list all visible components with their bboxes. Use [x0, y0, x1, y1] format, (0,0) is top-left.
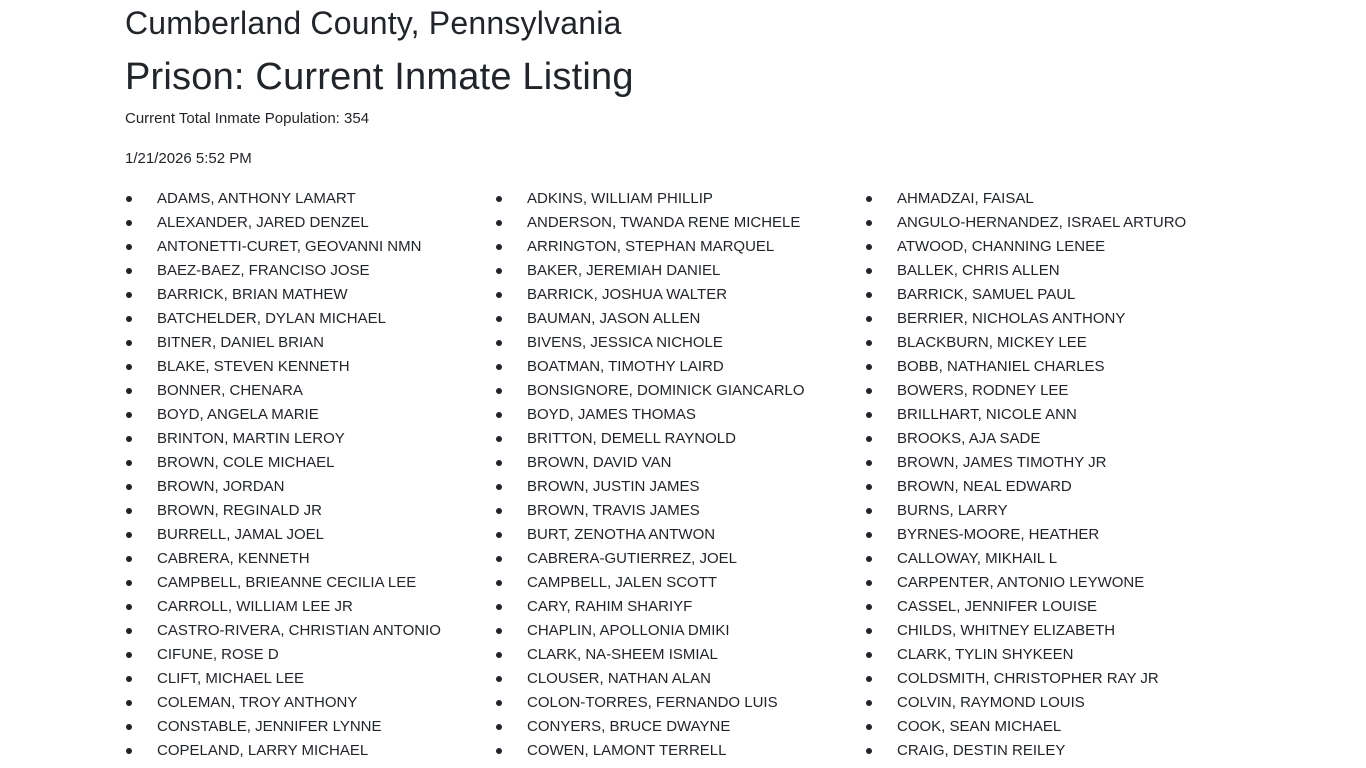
inmate-name: CAMPBELL, BRIEANNE CECILIA LEE	[157, 574, 417, 591]
inmate-name: BRINTON, MARTIN LEROY	[157, 430, 345, 447]
inmate-name: BROWN, JORDAN	[157, 478, 285, 495]
inmate-list-item	[125, 547, 495, 571]
bullet-icon	[126, 652, 132, 658]
inmate-list-item	[865, 187, 1235, 211]
inmate-list-item	[495, 523, 865, 547]
bullet-icon	[126, 436, 132, 442]
inmate-column-2	[495, 187, 865, 763]
inmate-name: BROWN, TRAVIS JAMES	[527, 502, 700, 519]
inmate-list-item	[865, 379, 1235, 403]
inmate-list-item	[865, 499, 1235, 523]
inmate-list	[125, 187, 1245, 763]
inmate-name: BURRELL, JAMAL JOEL	[157, 526, 324, 543]
inmate-name: BARRICK, BRIAN MATHEW	[157, 286, 348, 303]
bullet-icon	[866, 364, 872, 370]
bullet-icon	[866, 748, 872, 754]
inmate-name: ANDERSON, TWANDA RENE MICHELE	[527, 214, 801, 231]
county-heading: Cumberland County, Pennsylvania	[125, 5, 622, 41]
inmate-list-item	[125, 595, 495, 619]
bullet-icon	[126, 604, 132, 610]
inmate-list-item	[865, 595, 1235, 619]
inmate-name: COLON-TORRES, FERNANDO LUIS	[527, 694, 778, 711]
inmate-list-item	[125, 739, 495, 763]
inmate-list-item	[495, 235, 865, 259]
inmate-name: BROWN, JAMES TIMOTHY JR	[897, 454, 1107, 471]
inmate-list-item	[125, 619, 495, 643]
bullet-icon	[866, 532, 872, 538]
inmate-name: ADKINS, WILLIAM PHILLIP	[527, 190, 713, 207]
inmate-list-item	[865, 427, 1235, 451]
inmate-list-item	[865, 547, 1235, 571]
inmate-list-item	[125, 379, 495, 403]
inmate-list-item	[495, 379, 865, 403]
bullet-icon	[496, 484, 502, 490]
bullet-icon	[496, 580, 502, 586]
inmate-name: COPELAND, LARRY MICHAEL	[157, 742, 369, 759]
inmate-list-item	[495, 619, 865, 643]
inmate-list-item	[865, 715, 1235, 739]
inmate-name: BLAKE, STEVEN KENNETH	[157, 358, 350, 375]
bullet-icon	[866, 604, 872, 610]
bullet-icon	[126, 220, 132, 226]
inmate-list-item	[495, 739, 865, 763]
inmate-list-item	[865, 475, 1235, 499]
inmate-list-item	[495, 283, 865, 307]
inmate-list-item	[125, 643, 495, 667]
bullet-icon	[126, 292, 132, 298]
inmate-name: BITNER, DANIEL BRIAN	[157, 334, 324, 351]
inmate-name: BLACKBURN, MICKEY LEE	[897, 334, 1087, 351]
inmate-list-item	[125, 187, 495, 211]
bullet-icon	[496, 292, 502, 298]
inmate-list-item	[865, 691, 1235, 715]
inmate-list-item	[865, 739, 1235, 763]
inmate-name: BOATMAN, TIMOTHY LAIRD	[527, 358, 724, 375]
bullet-icon	[126, 484, 132, 490]
bullet-icon	[126, 724, 132, 730]
bullet-icon	[866, 436, 872, 442]
inmate-list-item	[125, 523, 495, 547]
inmate-name: BROWN, COLE MICHAEL	[157, 454, 335, 471]
bullet-icon	[126, 196, 132, 202]
inmate-list-item	[125, 691, 495, 715]
inmate-name: ATWOOD, CHANNING LENEE	[897, 238, 1106, 255]
bullet-icon	[496, 364, 502, 370]
inmate-list-item	[125, 211, 495, 235]
inmate-name: BROWN, REGINALD JR	[157, 502, 323, 519]
population-count: Current Total Inmate Population: 354	[125, 110, 370, 127]
inmate-name: CAMPBELL, JALEN SCOTT	[527, 574, 718, 591]
inmate-list-item	[125, 499, 495, 523]
bullet-icon	[496, 460, 502, 466]
inmate-list-item	[495, 331, 865, 355]
inmate-column-1	[125, 187, 495, 763]
inmate-name: BURT, ZENOTHA ANTWON	[527, 526, 716, 543]
bullet-icon	[496, 436, 502, 442]
bullet-icon	[126, 364, 132, 370]
inmate-list-item	[865, 307, 1235, 331]
inmate-list-item	[495, 475, 865, 499]
inmate-name: CONYERS, BRUCE DWAYNE	[527, 718, 731, 735]
inmate-list-item	[495, 499, 865, 523]
bullet-icon	[866, 700, 872, 706]
inmate-list-item	[495, 307, 865, 331]
inmate-name: BOBB, NATHANIEL CHARLES	[897, 358, 1105, 375]
bullet-icon	[866, 196, 872, 202]
inmate-list-item	[865, 619, 1235, 643]
bullet-icon	[496, 268, 502, 274]
inmate-name: CRAIG, DESTIN REILEY	[897, 742, 1066, 759]
bullet-icon	[866, 316, 872, 322]
bullet-icon	[126, 244, 132, 250]
bullet-icon	[126, 412, 132, 418]
bullet-icon	[126, 700, 132, 706]
inmate-name: CALLOWAY, MIKHAIL L	[897, 550, 1058, 567]
bullet-icon	[496, 412, 502, 418]
bullet-icon	[496, 652, 502, 658]
bullet-icon	[496, 316, 502, 322]
inmate-name: CABRERA-GUTIERREZ, JOEL	[527, 550, 738, 567]
inmate-name: BONSIGNORE, DOMINICK GIANCARLO	[527, 382, 805, 399]
bullet-icon	[866, 292, 872, 298]
inmate-name: ANTONETTI-CURET, GEOVANNI NMN	[157, 238, 422, 255]
inmate-name: BROWN, NEAL EDWARD	[897, 478, 1072, 495]
inmate-list-item	[125, 331, 495, 355]
bullet-icon	[126, 556, 132, 562]
bullet-icon	[866, 220, 872, 226]
bullet-icon	[126, 508, 132, 514]
inmate-list-item	[495, 355, 865, 379]
inmate-name: BAKER, JEREMIAH DANIEL	[527, 262, 721, 279]
inmate-name: BATCHELDER, DYLAN MICHAEL	[157, 310, 386, 327]
bullet-icon	[126, 340, 132, 346]
inmate-list-item	[125, 715, 495, 739]
inmate-list-item	[865, 355, 1235, 379]
inmate-list-item	[125, 667, 495, 691]
inmate-list-item	[125, 571, 495, 595]
inmate-name: BERRIER, NICHOLAS ANTHONY	[897, 310, 1126, 327]
bullet-icon	[866, 460, 872, 466]
inmate-name: BYRNES-MOORE, HEATHER	[897, 526, 1100, 543]
inmate-name: CONSTABLE, JENNIFER LYNNE	[157, 718, 382, 735]
inmate-name: BOYD, JAMES THOMAS	[527, 406, 696, 423]
inmate-name: CABRERA, KENNETH	[157, 550, 310, 567]
inmate-list-item	[865, 523, 1235, 547]
inmate-list-item	[865, 571, 1235, 595]
bullet-icon	[496, 532, 502, 538]
inmate-list-item	[865, 331, 1235, 355]
bullet-icon	[496, 604, 502, 610]
inmate-list-item	[125, 427, 495, 451]
inmate-name: ANGULO-HERNANDEZ, ISRAEL ARTURO	[897, 214, 1187, 231]
inmate-name: COLVIN, RAYMOND LOUIS	[897, 694, 1085, 711]
bullet-icon	[126, 460, 132, 466]
inmate-name: BURNS, LARRY	[897, 502, 1008, 519]
inmate-list-item	[495, 571, 865, 595]
bullet-icon	[496, 724, 502, 730]
inmate-list-item	[495, 259, 865, 283]
inmate-list-item	[495, 403, 865, 427]
bullet-icon	[126, 316, 132, 322]
inmate-name: COLDSMITH, CHRISTOPHER RAY JR	[897, 670, 1159, 687]
page-title: Prison: Current Inmate Listing	[125, 56, 634, 98]
bullet-icon	[866, 556, 872, 562]
inmate-name: BROWN, JUSTIN JAMES	[527, 478, 700, 495]
bullet-icon	[126, 532, 132, 538]
inmate-name: BAEZ-BAEZ, FRANCISO JOSE	[157, 262, 370, 279]
bullet-icon	[496, 244, 502, 250]
inmate-name: CIFUNE, ROSE D	[157, 646, 279, 663]
inmate-name: BAUMAN, JASON ALLEN	[527, 310, 701, 327]
bullet-icon	[866, 724, 872, 730]
inmate-name: CLARK, TYLIN SHYKEEN	[897, 646, 1074, 663]
inmate-name: CARROLL, WILLIAM LEE JR	[157, 598, 353, 615]
bullet-icon	[866, 628, 872, 634]
bullet-icon	[866, 412, 872, 418]
inmate-list-item	[125, 475, 495, 499]
inmate-name: ALEXANDER, JARED DENZEL	[157, 214, 369, 231]
inmate-name: BOYD, ANGELA MARIE	[157, 406, 319, 423]
inmate-name: ADAMS, ANTHONY LAMART	[157, 190, 356, 207]
inmate-name: BRILLHART, NICOLE ANN	[897, 406, 1077, 423]
inmate-list-item	[495, 715, 865, 739]
inmate-list-item	[125, 355, 495, 379]
inmate-name: BONNER, CHENARA	[157, 382, 303, 399]
bullet-icon	[496, 700, 502, 706]
inmate-name: COWEN, LAMONT TERRELL	[527, 742, 727, 759]
inmate-name: BROWN, DAVID VAN	[527, 454, 672, 471]
bullet-icon	[866, 676, 872, 682]
inmate-name: BIVENS, JESSICA NICHOLE	[527, 334, 723, 351]
inmate-name: CARY, RAHIM SHARIYF	[527, 598, 693, 615]
inmate-list-item	[865, 235, 1235, 259]
bullet-icon	[126, 628, 132, 634]
inmate-list-item	[495, 691, 865, 715]
inmate-name: BARRICK, SAMUEL PAUL	[897, 286, 1076, 303]
inmate-list-item	[125, 235, 495, 259]
inmate-list-item	[865, 451, 1235, 475]
bullet-icon	[866, 244, 872, 250]
inmate-name: ARRINGTON, STEPHAN MARQUEL	[527, 238, 775, 255]
bullet-icon	[126, 580, 132, 586]
inmate-name: CASTRO-RIVERA, CHRISTIAN ANTONIO	[157, 622, 441, 639]
bullet-icon	[496, 220, 502, 226]
bullet-icon	[126, 268, 132, 274]
inmate-list-item	[495, 547, 865, 571]
bullet-icon	[126, 748, 132, 754]
inmate-list-item	[865, 211, 1235, 235]
inmate-list-item	[125, 307, 495, 331]
inmate-name: BROOKS, AJA SADE	[897, 430, 1041, 447]
bullet-icon	[496, 628, 502, 634]
inmate-name: BARRICK, JOSHUA WALTER	[527, 286, 728, 303]
inmate-name: AHMADZAI, FAISAL	[897, 190, 1034, 207]
inmate-name: CLIFT, MICHAEL LEE	[157, 670, 304, 687]
bullet-icon	[496, 196, 502, 202]
bullet-icon	[866, 268, 872, 274]
bullet-icon	[126, 676, 132, 682]
inmate-column-3	[865, 187, 1235, 763]
bullet-icon	[126, 388, 132, 394]
inmate-name: CHAPLIN, APOLLONIA DMIKI	[527, 622, 730, 639]
bullet-icon	[866, 652, 872, 658]
inmate-list-item	[495, 643, 865, 667]
inmate-name: COOK, SEAN MICHAEL	[897, 718, 1062, 735]
inmate-name: BOWERS, RODNEY LEE	[897, 382, 1069, 399]
bullet-icon	[496, 676, 502, 682]
listing-timestamp: 1/21/2026 5:52 PM	[125, 150, 252, 167]
inmate-list-item	[865, 667, 1235, 691]
inmate-name: CLOUSER, NATHAN ALAN	[527, 670, 711, 687]
inmate-list-item	[495, 595, 865, 619]
bullet-icon	[866, 340, 872, 346]
inmate-name: CARPENTER, ANTONIO LEYWONE	[897, 574, 1145, 591]
bullet-icon	[866, 580, 872, 586]
inmate-name: BRITTON, DEMELL RAYNOLD	[527, 430, 736, 447]
bullet-icon	[496, 556, 502, 562]
inmate-list-item	[495, 667, 865, 691]
inmate-name: CASSEL, JENNIFER LOUISE	[897, 598, 1098, 615]
inmate-name: CHILDS, WHITNEY ELIZABETH	[897, 622, 1116, 639]
inmate-list-item	[495, 451, 865, 475]
inmate-list-item	[495, 427, 865, 451]
bullet-icon	[496, 508, 502, 514]
inmate-name: CLARK, NA-SHEEM ISMIAL	[527, 646, 718, 663]
inmate-list-item	[125, 403, 495, 427]
bullet-icon	[496, 340, 502, 346]
bullet-icon	[496, 388, 502, 394]
inmate-name: BALLEK, CHRIS ALLEN	[897, 262, 1060, 279]
inmate-list-item	[865, 403, 1235, 427]
inmate-list-item	[865, 259, 1235, 283]
bullet-icon	[866, 484, 872, 490]
inmate-list-item	[865, 283, 1235, 307]
inmate-list-item	[125, 283, 495, 307]
bullet-icon	[866, 508, 872, 514]
inmate-list-item	[865, 643, 1235, 667]
inmate-list-item	[125, 259, 495, 283]
inmate-name: COLEMAN, TROY ANTHONY	[157, 694, 358, 711]
bullet-icon	[496, 748, 502, 754]
inmate-list-item	[495, 187, 865, 211]
inmate-list-item	[125, 451, 495, 475]
inmate-list-item	[495, 211, 865, 235]
bullet-icon	[866, 388, 872, 394]
